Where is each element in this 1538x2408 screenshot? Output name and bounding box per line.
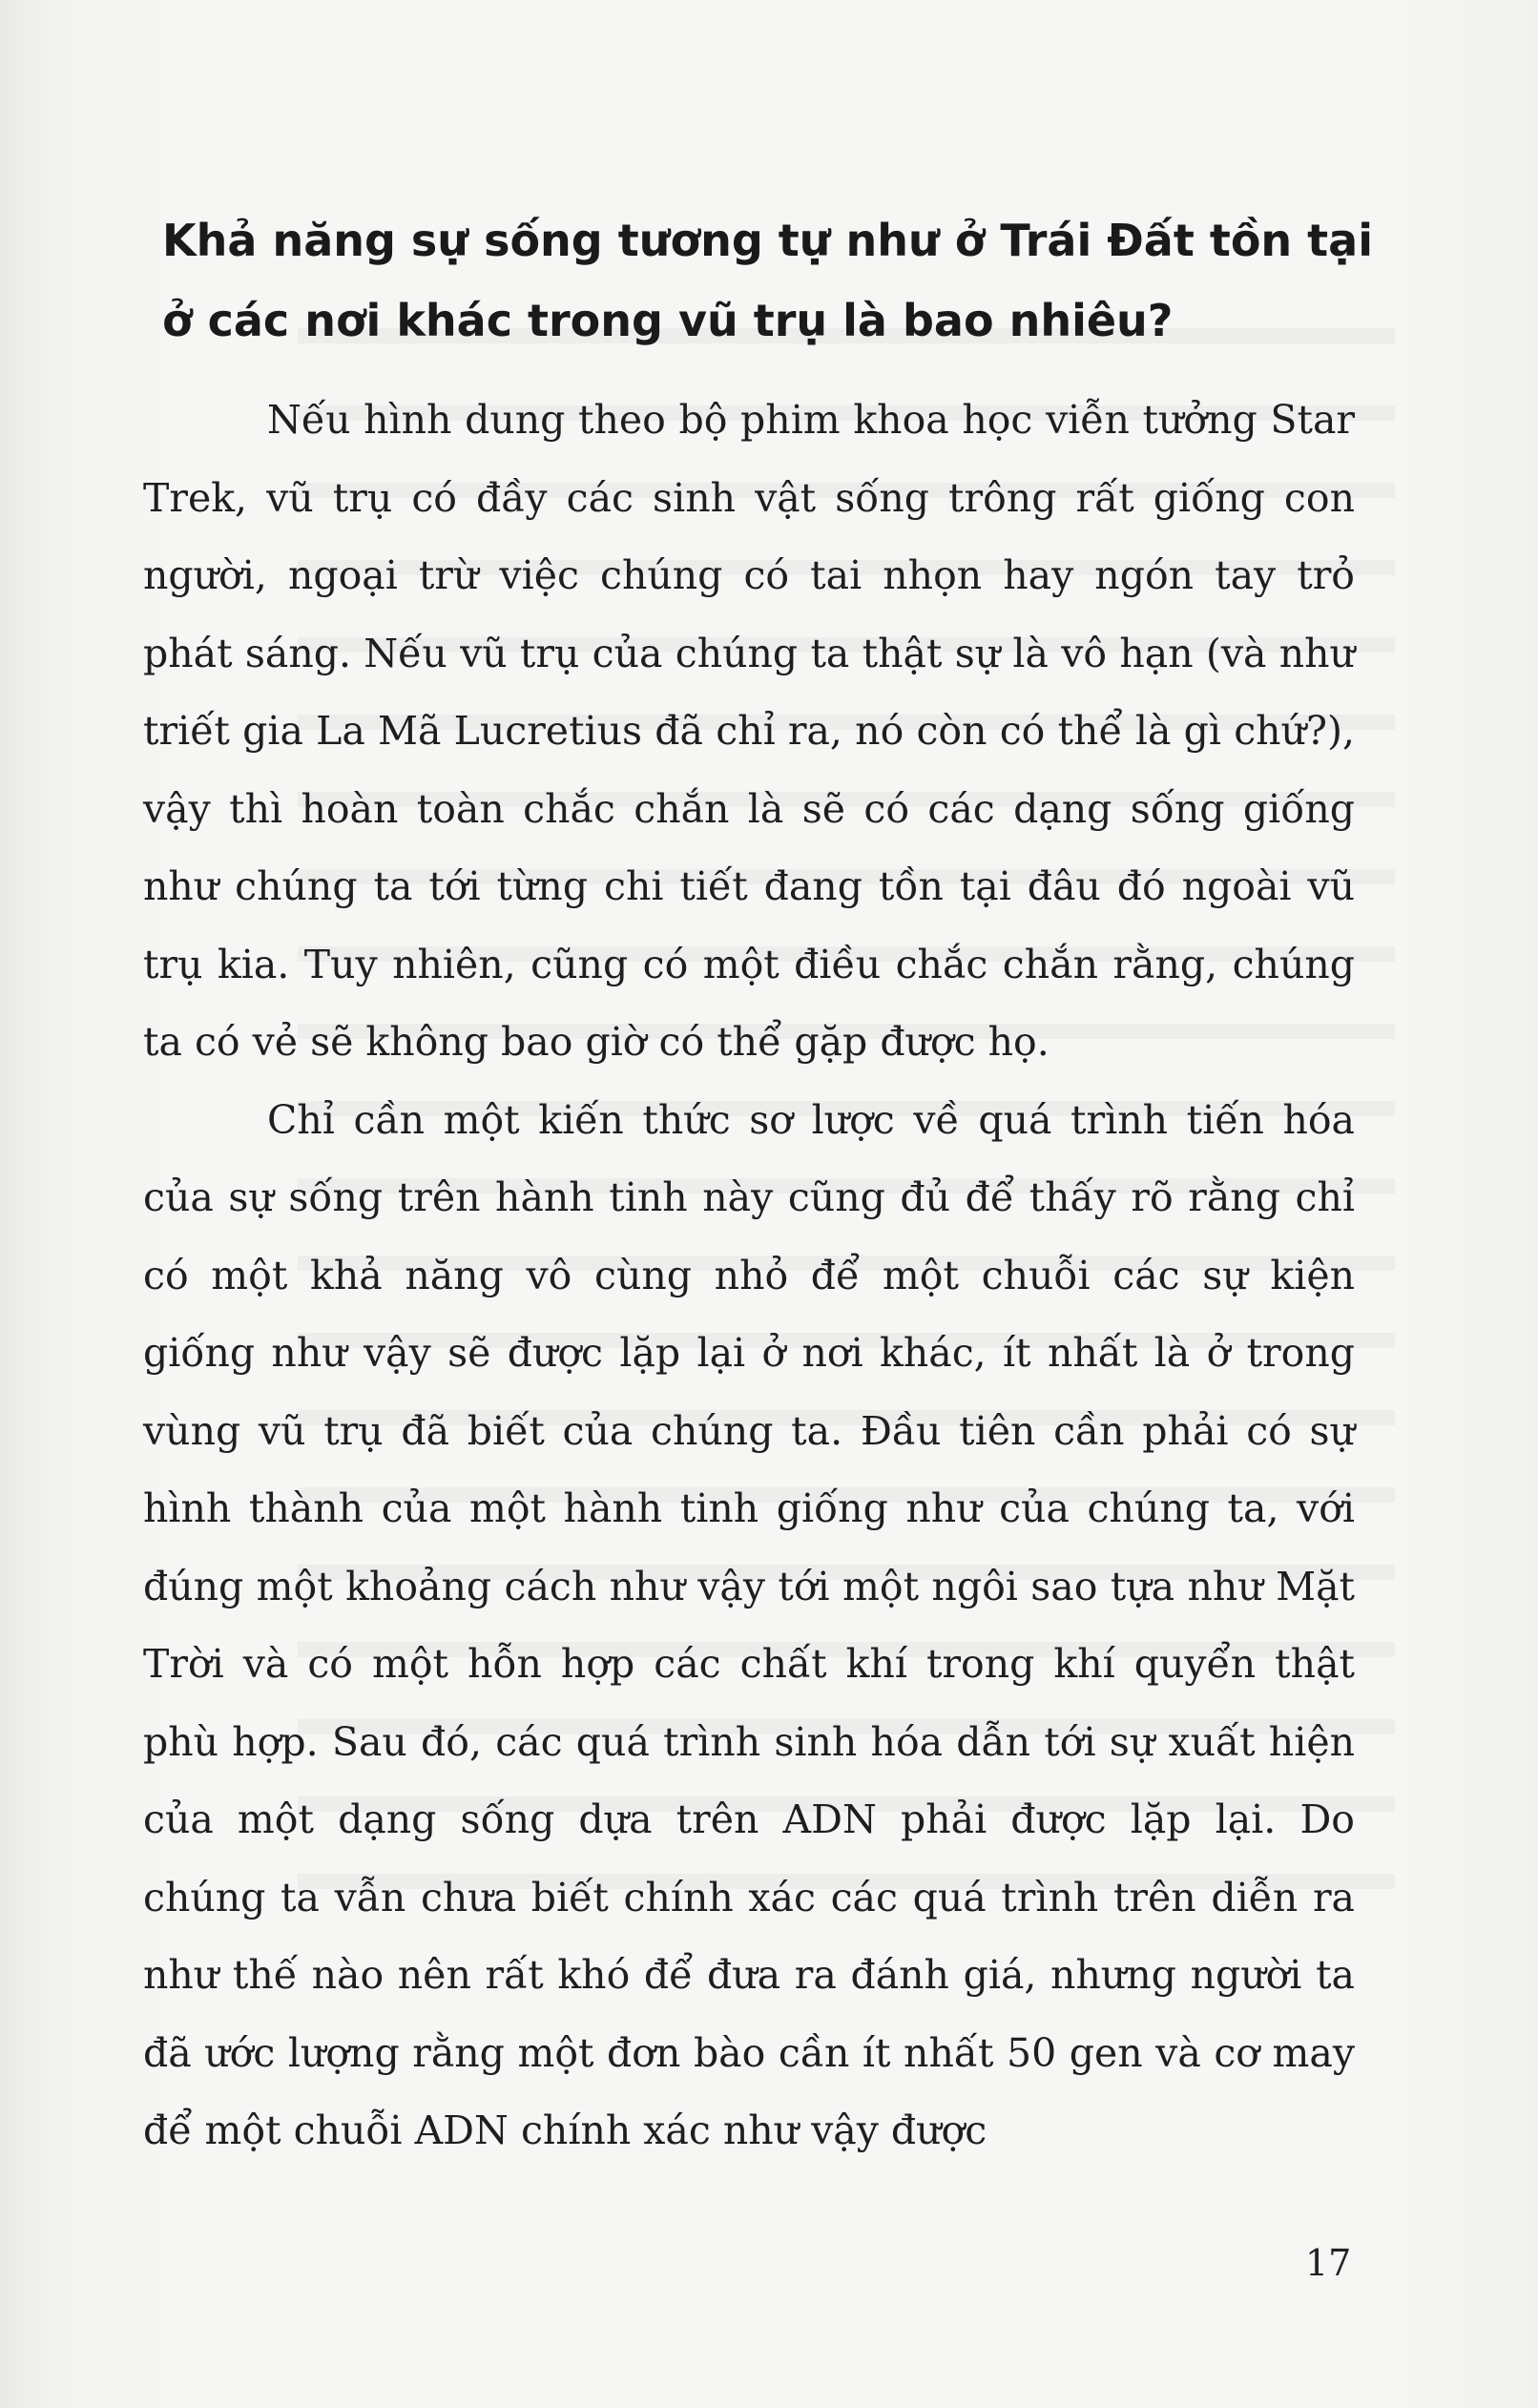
section-heading: Khả năng sự sống tương tự như ở Trái Đất tồn tại ở các nơi khác trong vũ trụ là bao nhiêu? — [162, 215, 1373, 346]
paragraph: Nếu hình dung theo bộ phim khoa học viễn tưởng Star Trek, vũ trụ có đầy các sinh vật sống trông rất giống con người, ngoại trừ việc chúng có tai nhọn hay ngón tay trỏ phát sáng. Nếu vũ trụ của chúng ta thật sự là vô hạn (và như triết gia La Mã Lucretius đã chỉ ra, nó còn có thể là gì chứ?), vậy thì hoàn toàn chắc chắn là sẽ có các dạng sống giống như chúng ta tới từng chi tiết đang tồn tại đâu đó ngoài vũ trụ kia. Tuy nhiên, cũng có một điều chắc chắn rằng, chúng ta có vẻ sẽ không bao giờ có thể gặp được họ. — [143, 397, 1355, 1065]
paragraph: Chỉ cần một kiến thức sơ lược về quá trình tiến hóa của sự sống trên hành tinh này cũng đủ để thấy rõ rằng chỉ có một khả năng vô cùng nhỏ để một chuỗi các sự kiện giống như vậy sẽ được lặp lại ở nơi khác, ít nhất là ở trong vùng vũ trụ đã biết của chúng ta. Đầu tiên cần phải có sự hình thành của một hành tinh giống như của chúng ta, với đúng một khoảng cách như vậy tới một ngôi sao tựa như Mặt Trời và có một hỗn hợp các chất khí trong khí quyển thật phù hợp. Sau đó, các quá trình sinh hóa dẫn tới sự xuất hiện của một dạng sống dựa trên ADN phải được lặp lại. Do chúng ta vẫn chưa biết chính xác các quá trình trên diễn ra như thế nào nên rất khó để đưa ra đánh giá, nhưng người ta đã ước lượng rằng một đơn bào cần ít nhất 50 gen và cơ may để một chuỗi ADN chính xác như vậy được — [143, 1096, 1355, 2153]
page-number: 17 — [1305, 2242, 1352, 2284]
body-text — [143, 382, 1355, 2170]
